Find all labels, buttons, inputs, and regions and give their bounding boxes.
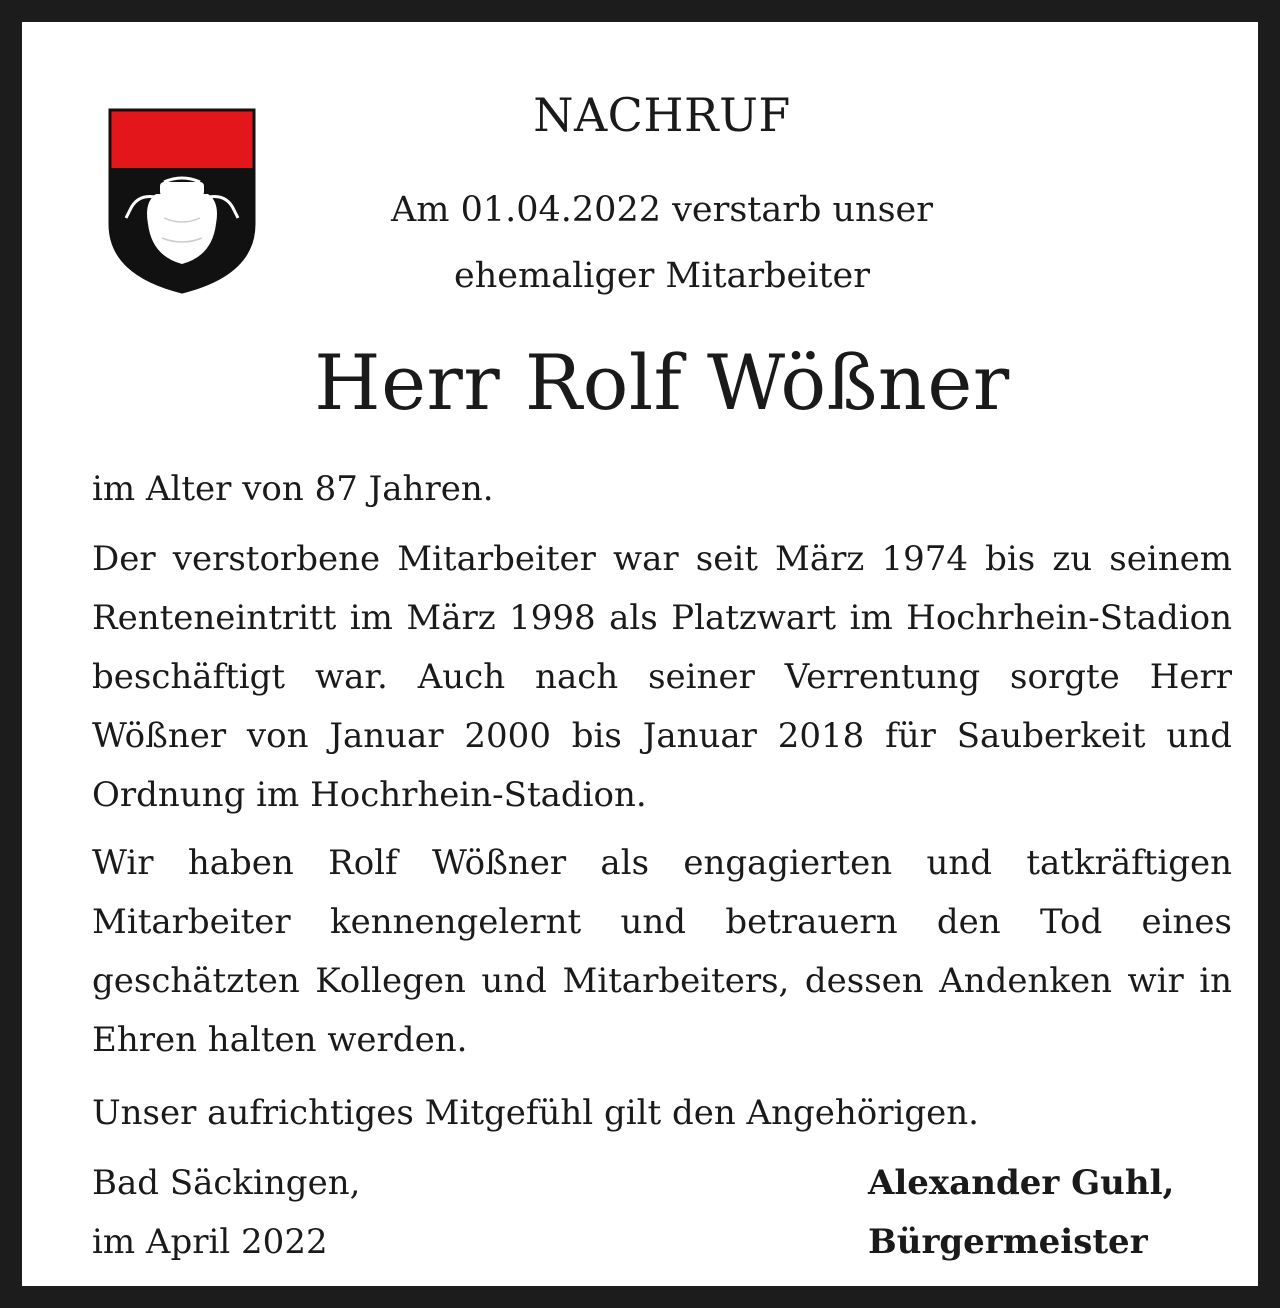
intro-line-1: Am 01.04.2022 verstarb unser <box>391 190 933 230</box>
deceased-name: Herr Rolf Wößner <box>314 338 1010 427</box>
signature-date: im April 2022 <box>92 1222 328 1262</box>
signer-name: Alexander Guhl, <box>868 1163 1175 1203</box>
paragraph-employment: Der verstorbene Mitarbeiter war seit März 1974 bis zu seinem Renteneintritt im März 1998 als Platzwart im Hochrhein-Stadion beschäftigt war. Auch nach seiner Verrentung sorgte Herr Wößner von Januar 2000 bis Januar 2018 für Sauberkeit und Ordnung im Hochrhein-Stadion. <box>92 539 1232 815</box>
age-line: im Alter von 87 Jahren. <box>92 469 494 509</box>
signature-place-date <box>92 1154 360 1272</box>
paragraph-condolence: Unser aufrichtiges Mitgefühl gilt den Angehörigen. <box>92 1093 979 1133</box>
signer-title: Bürgermeister <box>868 1222 1148 1262</box>
signature-place: Bad Säckingen, <box>92 1163 361 1203</box>
paragraph-tribute: Wir haben Rolf Wößner als engagierten und tatkräftigen Mitarbeiter kennengelernt und betrauern den Tod eines geschätzten Kollegen und Mitarbeiters, dessen Andenken wir in Ehren halten werden. <box>92 843 1232 1060</box>
intro-line-2: ehemaliger Mitarbeiter <box>454 256 870 296</box>
notice-title: NACHRUF <box>533 88 791 142</box>
signature-signer <box>868 1154 1174 1272</box>
